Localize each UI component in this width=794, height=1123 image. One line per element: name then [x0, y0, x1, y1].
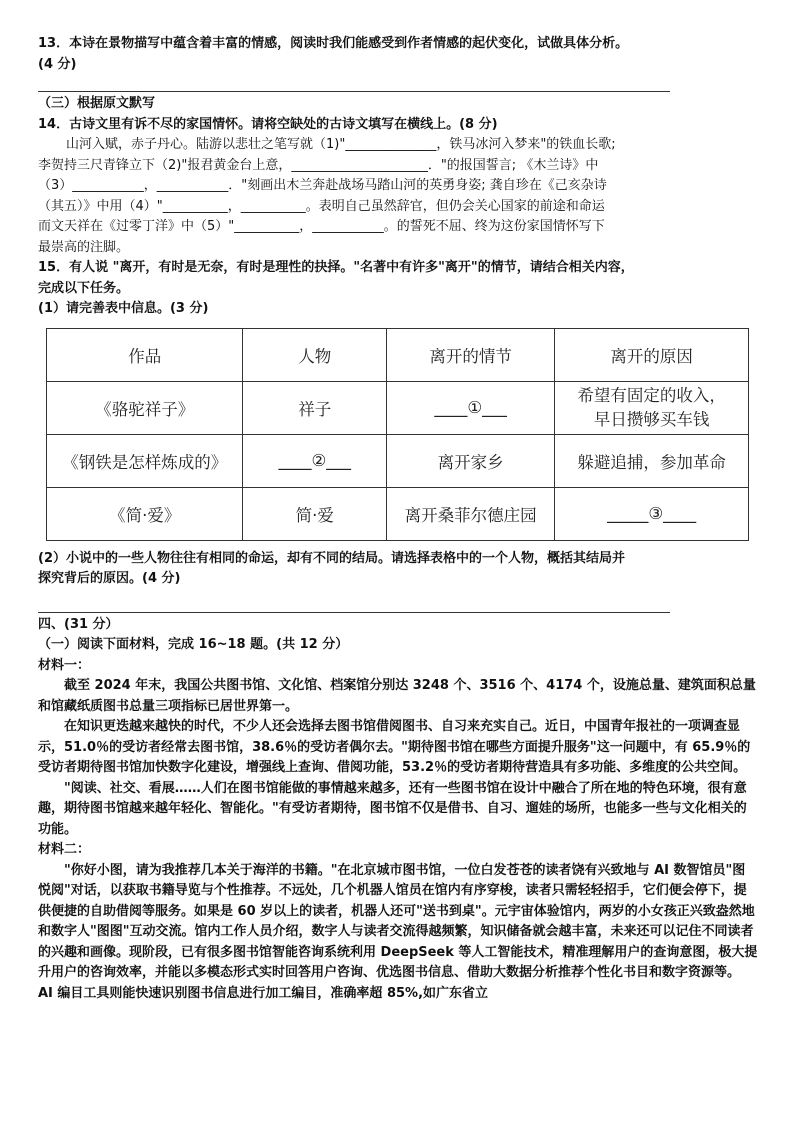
- material2-label: 材料二：: [38, 842, 91, 857]
- table-cell: 希望有固定的收入， 早日攒够买车钱: [555, 381, 749, 434]
- table-cell: 离开桑菲尔德庄园: [387, 487, 555, 540]
- q14-line-4: （其五）》中用（4）"__________，__________。表明自己虽然辞官，但仍会关心国家的前途和命运: [38, 198, 605, 214]
- table-cell: 《钢铁是怎样炼成的》: [47, 434, 243, 487]
- q13-text: 13．本诗在景物描写中蕴含着丰富的情感，阅读时我们能感受到作者情感的起伏变化，试做具体分析。: [38, 36, 629, 51]
- table-header-cell: 作品: [47, 328, 243, 381]
- section3-title: （三）根据原文默写: [38, 96, 156, 111]
- q14-line-2: 李贺持三尺青锋立下（2)"报君黄金台上意，_____________________．"的报国誓言; 《木兰诗》中: [38, 157, 599, 173]
- q14-line-6: 最崇高的注脚。: [38, 239, 130, 255]
- table-cell: 简·爱: [243, 487, 387, 540]
- table-cell: 离开家乡: [387, 434, 555, 487]
- q13-score: (4 分): [38, 56, 77, 72]
- answer-line-q15: [38, 596, 670, 613]
- table-cell: 祥子: [243, 381, 387, 434]
- section4-title: 四、(31 分）: [38, 616, 119, 632]
- answer-line-q13: [38, 75, 670, 92]
- q15-info-table: [46, 328, 749, 541]
- table-row: [47, 381, 749, 434]
- table-cell: 《骆驼祥子》: [47, 381, 243, 434]
- q15-sub1: (1）请完善表中信息。(3 分): [38, 301, 209, 316]
- material1-label: 材料一：: [38, 657, 91, 673]
- q15-sub2-2: 探究背后的原因。(4 分): [38, 571, 181, 586]
- table-cell-blank-1: ____①___: [387, 381, 555, 434]
- q15-stem-1: 15．有人说 "离开，有时是无奈，有时是理性的抉择。"名著中有许多"离开"的情节，请结合相关内容，: [38, 260, 634, 275]
- q14-stem: 14．古诗文里有诉不尽的家国情怀。请将空缺处的古诗文填写在横线上。(8 分): [38, 116, 498, 132]
- material1-paragraph-2: 在知识更迭越来越快的时代，不少人还会选择去图书馆借阅图书、自习来充实自己。近日，中国青年报社的一项调查显示，51.0％的受访者经常去图书馆，38.6％的受访者偶尔去。"期待图书馆在哪些方面提升服务"这一问题中，有 65.9％的受访者期待图书馆加快数字化建设，增强线上查询、借阅功能，53.2％的受访者期待营造具有多功能、多维度的公共空间。: [38, 719, 751, 775]
- table-header-cell: 人物: [243, 328, 387, 381]
- material1-paragraph-1: 截至 2024 年末，我国公共图书馆、文化馆、档案馆分别达 3248 个、3516 个、4174 个，设施总量、建筑面积总量和馆藏纸质图书总量三项指标已居世界第一。: [38, 678, 756, 714]
- q14-line-3: （3）___________，___________．"刻画出木兰奔赴战场马踏山河的英勇身姿; 龚自珍在《己亥杂诗: [38, 178, 607, 193]
- table-header-row: [47, 328, 749, 381]
- table-header-cell: 离开的情节: [387, 328, 555, 381]
- exam-page: [38, 34, 758, 1004]
- q14-line-5: 而文天祥在《过零丁洋》中（5）"__________，___________。的誓死不屈、终为这份家国情怀写下: [38, 219, 605, 234]
- q15-stem-2: 完成以下任务。: [38, 280, 130, 296]
- table-cell: 躲避追捕，参加革命: [555, 434, 749, 487]
- table-cell-blank-3: _____③____: [555, 487, 749, 540]
- table-row: [47, 434, 749, 487]
- table-cell: 《简·爱》: [47, 487, 243, 540]
- table-row: [47, 487, 749, 540]
- material1-paragraph-3: "阅读、社交、看展……人们在图书馆能做的事情越来越多，还有一些图书馆在设计中融合了所在地的特色环境，很有意趣，期待图书馆越来越年轻化、智能化。"有受访者期待，图书馆不仅是借书、自习、遛娃的场所，也能多一些与文化相关的功能。: [38, 780, 747, 837]
- section4-subtitle: （一）阅读下面材料，完成 16~18 题。(共 12 分）: [38, 637, 349, 652]
- material2-paragraph-1: "你好小图，请为我推荐几本关于海洋的书籍。"在北京城市图书馆，一位白发苍苍的读者饶有兴致地与 AI 数智馆员"图悦阅"对话，以获取书籍导览与个性推荐。不远处，几个机器人馆员在馆内有序穿梭，读者只需轻轻招手，它们便会停下，提供便捷的自助借阅等服务。如果是 60 岁以上的读者，机器人还可"送书到桌"。元宇宙体验馆内，两岁的小女孩正兴致盎然地和数字人"图图"互动交流。馆内工作人员介绍，数字人与读者交流得越频繁，知识储备就会越丰富，未来还可以记住不同读者的兴趣和画像。现阶段，已有很多图书馆智能咨询系统利用 DeepSeek 等人工智能技术，精准理解用户的查询意图，极大提升用户的咨询效率，并能以多模态形式实时回答用户咨询、优选图书信息、借助大数据分析推荐个性化书目和数字资源等。 AI 编目工具则能快速识别图书信息进行加工编目，准确率超 85%,如广东省立: [38, 862, 758, 1001]
- q15-sub2-1: (2）小说中的一些人物往往有相同的命运，却有不同的结局。请选择表格中的一个人物，概括其结局并: [38, 550, 625, 566]
- q14-line-1: 山河入赋，赤子丹心。陆游以悲壮之笔写就（1)"______________，铁马冰河入梦来"的铁血长歌;: [66, 137, 616, 152]
- table-cell-blank-2: ____②___: [243, 434, 387, 487]
- table-header-cell: 离开的原因: [555, 328, 749, 381]
